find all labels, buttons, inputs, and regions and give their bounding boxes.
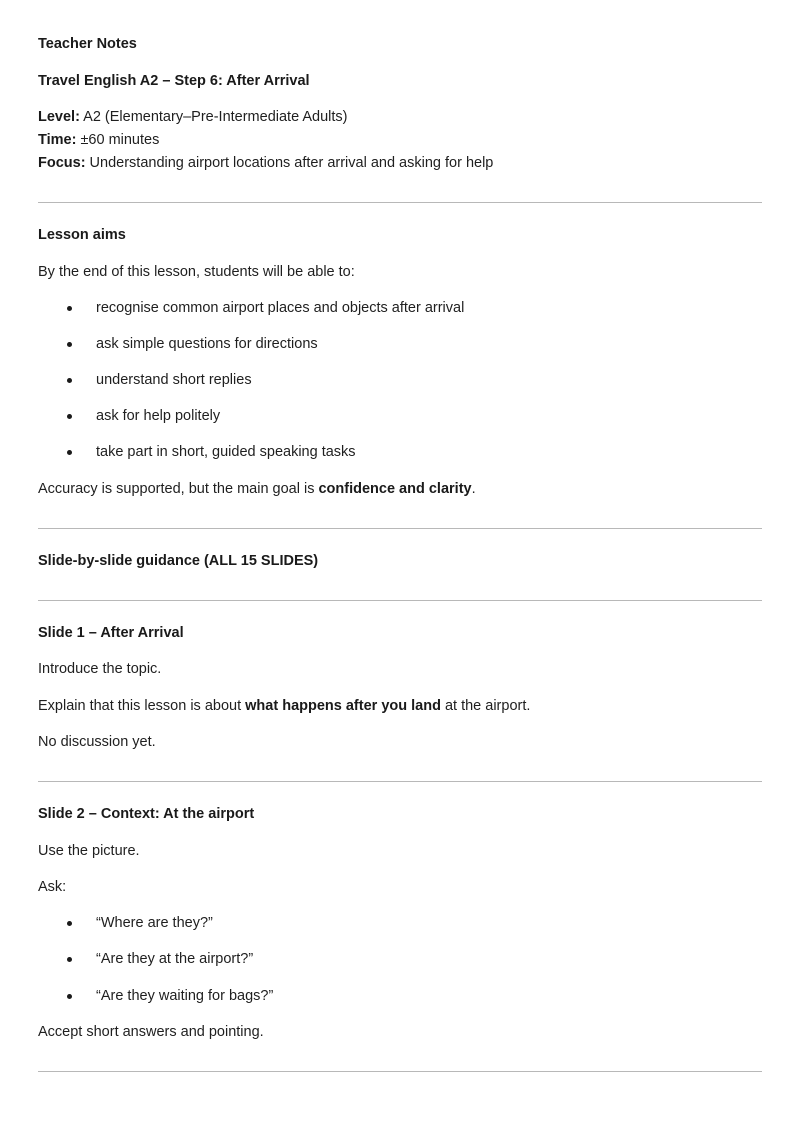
document-page	[38, 34, 762, 1072]
meta-time-value: ±60 minutes	[76, 132, 160, 148]
slide2-line1: Use the picture.	[38, 843, 140, 859]
bullet-icon	[67, 414, 72, 419]
list-item	[38, 334, 762, 354]
list-item	[38, 370, 762, 390]
bullet-icon	[67, 306, 72, 311]
bullet-icon	[67, 994, 72, 999]
aims-item: understand short replies	[96, 372, 252, 388]
list-item	[38, 913, 762, 933]
bullet-icon	[67, 342, 72, 347]
slide1-line1: Introduce the topic.	[38, 661, 162, 677]
aims-accuracy-note	[38, 479, 762, 499]
section-divider	[38, 202, 762, 203]
meta-focus-label: Focus:	[38, 155, 86, 171]
bullet-icon	[67, 957, 72, 962]
meta-focus-value: Understanding airport locations after arrival and asking for help	[85, 155, 494, 171]
accuracy-text: Accuracy is supported, but the main goal is	[38, 481, 319, 497]
guidance-heading: Slide-by-slide guidance (ALL 15 SLIDES)	[38, 553, 319, 569]
section-divider	[38, 528, 762, 529]
aims-item: recognise common airport places and objects after arrival	[96, 300, 465, 316]
accuracy-end: .	[471, 481, 476, 497]
slide2-heading: Slide 2 – Context: At the airport	[38, 806, 255, 822]
slide1-line2-end: at the airport.	[440, 698, 531, 714]
meta-time	[38, 130, 762, 150]
slide1-heading: Slide 1 – After Arrival	[38, 625, 184, 641]
question-item: “Are they waiting for bags?”	[96, 988, 274, 1004]
question-item: “Are they at the airport?”	[96, 951, 254, 967]
list-item	[38, 442, 762, 462]
slide1-line2	[38, 696, 762, 716]
doc-title: Teacher Notes	[38, 36, 137, 52]
section-divider	[38, 1071, 762, 1072]
meta-level-value: A2 (Elementary–Pre-Intermediate Adults)	[79, 109, 348, 125]
list-item	[38, 986, 762, 1006]
meta-level-label: Level:	[38, 109, 80, 125]
meta-focus	[38, 153, 762, 173]
bullet-icon	[67, 378, 72, 383]
list-item	[38, 406, 762, 426]
section-divider	[38, 600, 762, 601]
meta-level	[38, 107, 762, 127]
bullet-icon	[67, 921, 72, 926]
meta-time-label: Time:	[38, 132, 77, 148]
question-item: “Where are they?”	[96, 915, 213, 931]
lesson-title: Travel English A2 – Step 6: After Arrival	[38, 73, 310, 89]
accuracy-emphasis: confidence and clarity	[318, 481, 472, 497]
aims-item: ask simple questions for directions	[96, 336, 318, 352]
slide1-line3: No discussion yet.	[38, 734, 156, 750]
aims-item: take part in short, guided speaking tasks	[96, 444, 356, 460]
aims-intro: By the end of this lesson, students will be able to:	[38, 264, 355, 280]
list-item	[38, 298, 762, 318]
slide1-line2-text: Explain that this lesson is about	[38, 698, 246, 714]
aims-item: ask for help politely	[96, 408, 221, 424]
slide2-closing: Accept short answers and pointing.	[38, 1024, 264, 1040]
slide1-line2-emphasis: what happens after you land	[245, 698, 441, 714]
aims-heading: Lesson aims	[38, 227, 126, 243]
slide2-questions	[38, 913, 762, 1006]
bullet-icon	[67, 450, 72, 455]
section-divider	[38, 781, 762, 782]
slide2-ask-label: Ask:	[38, 879, 67, 895]
aims-list	[38, 298, 762, 462]
list-item	[38, 949, 762, 969]
lesson-meta	[38, 107, 762, 173]
